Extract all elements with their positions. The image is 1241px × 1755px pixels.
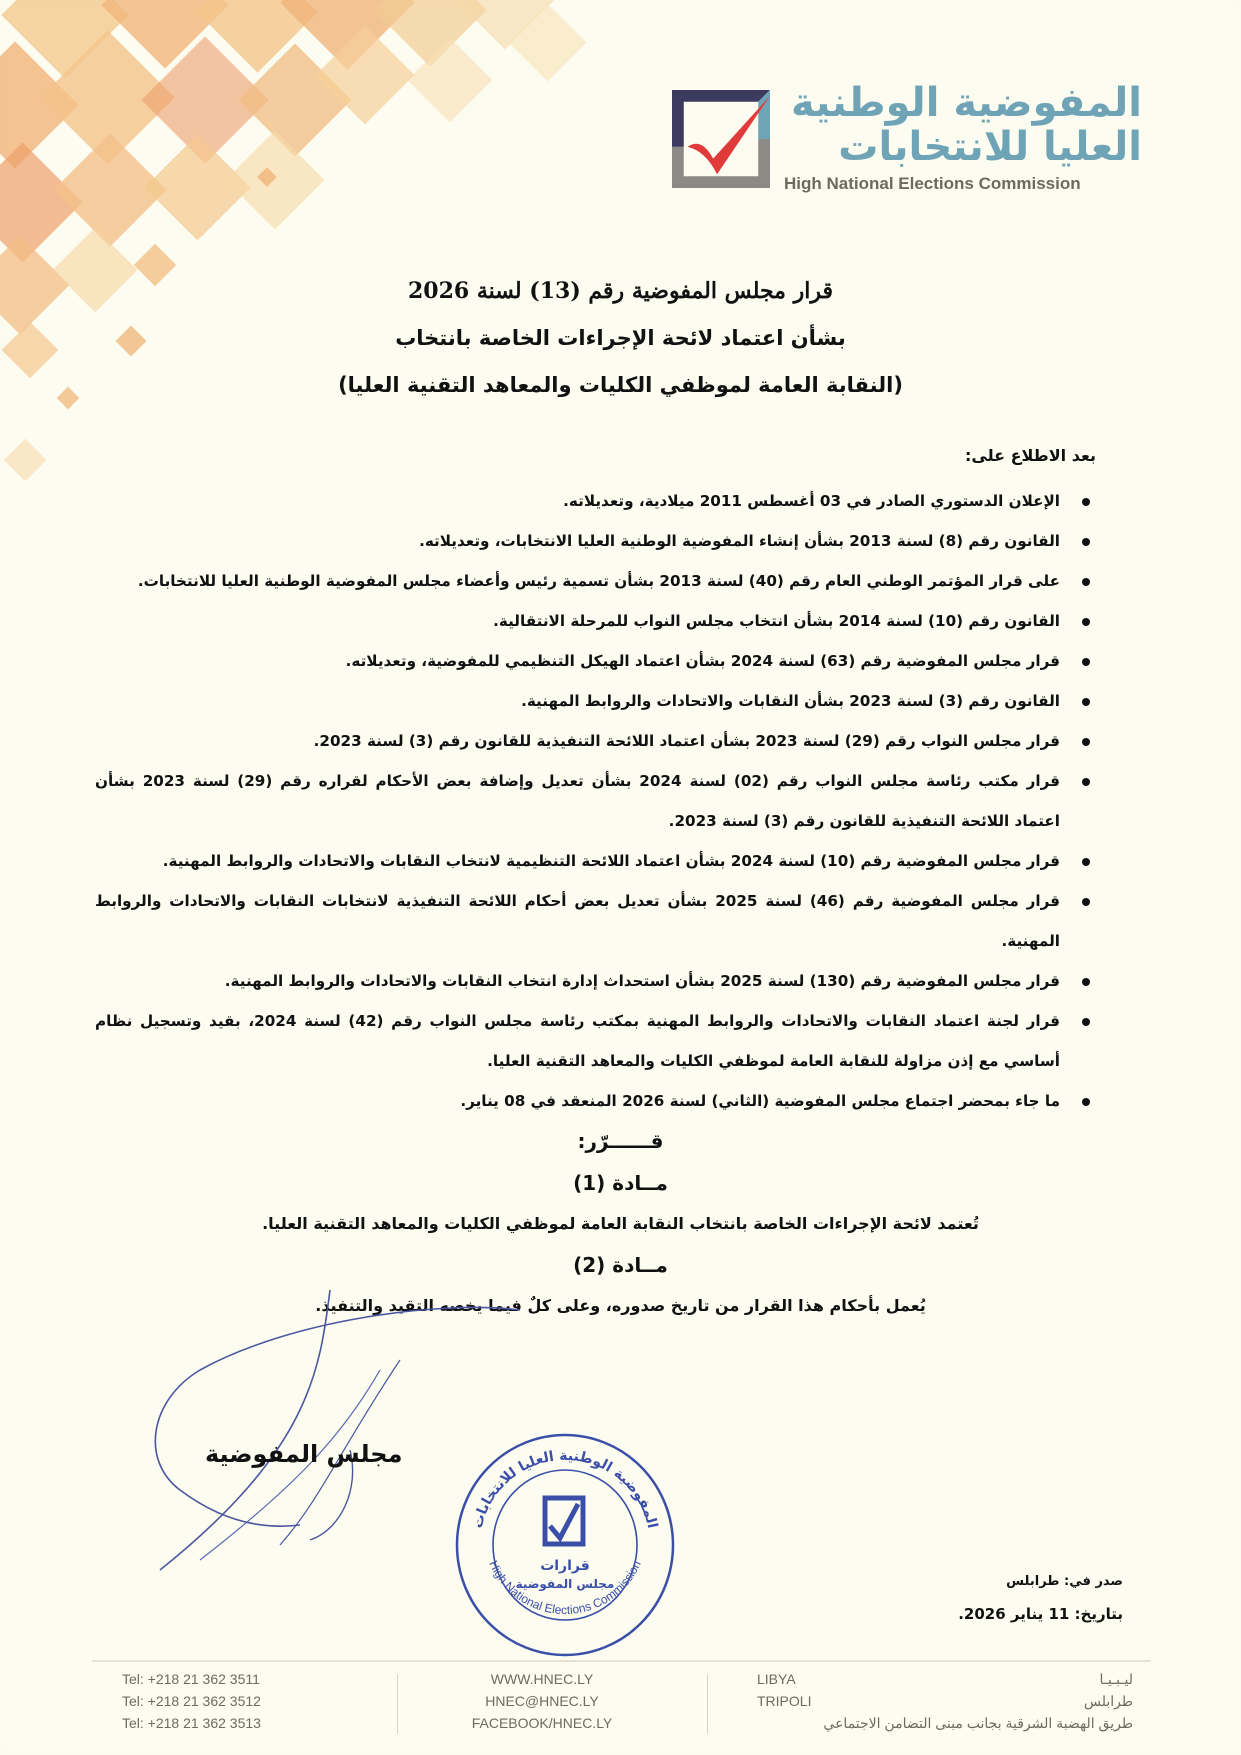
title-line-1: قرار مجلس المفوضية رقم (13) لسنة 2026 (407, 278, 834, 304)
facebook-link[interactable]: FACEBOOK/HNEC.LY (471, 1715, 613, 1731)
country-en: LIBYA (757, 1671, 796, 1687)
bullet-icon (1082, 1018, 1090, 1026)
bullet-icon (1082, 778, 1090, 786)
email-link[interactable]: HNEC@HNEC.LY (485, 1693, 599, 1709)
footer-divider (92, 1660, 1151, 1662)
bullet-icon (1082, 498, 1090, 506)
decided-heading: قــــــرّر: (577, 1129, 664, 1153)
phone-3: Tel: +218 21 362 3513 (122, 1715, 261, 1731)
bullet-icon (1082, 578, 1090, 586)
preamble-heading: بعد الاطلاع على: (964, 446, 1096, 465)
issued-date: بتاريخ: 11 يناير 2026. (958, 1605, 1123, 1623)
list-item: الإعلان الدستوري الصادر في 03 أغسطس 2011 ميلادية، وتعديلاته. (95, 481, 1096, 521)
issued-info (958, 1566, 1123, 1630)
list-item: قرار مجلس المفوضية رقم (130) لسنة 2025 بشأن استحداث إدارة انتخاب النقابات والاتحادات والروابط المهنية. (95, 961, 1096, 1001)
svg-text:المفوضية الوطنية العليا للانتخ: المفوضية الوطنية العليا للانتخابات (469, 1447, 661, 1530)
official-stamp (450, 1430, 680, 1660)
list-item: قرار مكتب رئاسة مجلس النواب رقم (02) لسنة 2024 بشأن تعديل وإضافة بعض الأحكام لقراره رقم (29) لسنة 2023 بشأن اعتماد اللائحة التنفيذية للقانون رقم (3) لسنة 2023. (95, 761, 1096, 841)
bullet-icon (1082, 738, 1090, 746)
list-item: القانون رقم (10) لسنة 2014 بشأن انتخاب مجلس النواب للمرحلة الانتقالية. (95, 601, 1096, 641)
list-item: قرار مجلس النواب رقم (29) لسنة 2023 بشأن اعتماد اللائحة التنفيذية للقانون رقم (3) لسنة 2023. (95, 721, 1096, 761)
svg-text:High National Elections Commis: High National Elections Commission (486, 1558, 644, 1618)
city-en: TRIPOLI (757, 1693, 812, 1709)
list-item: قرار مجلس المفوضية رقم (63) لسنة 2024 بشأن اعتماد الهيكل التنظيمي للمفوضية، وتعديلاته. (95, 641, 1096, 681)
logo-arabic-line2: العليا للانتخابات (838, 124, 1142, 170)
article-2-text: يُعمل بأحكام هذا القرار من تاريخ صدوره، وعلى كلٌ فيما يخصه التقيد والتنفيذ. (315, 1296, 926, 1315)
article-1-title: مــادة (1) (573, 1171, 668, 1195)
address-ar: طريق الهضبة الشرقية بجانب مبنى التضامن الاجتماعي (823, 1715, 1133, 1731)
hnec-logo (672, 80, 1142, 198)
article-1-text: تُعتمد لائحة الإجراءات الخاصة بانتخاب النقابة العامة لموظفي الكليات والمعاهد التقنية العليا. (262, 1214, 979, 1233)
logo-arabic-line1: المفوضية الوطنية (791, 80, 1142, 126)
country-ar: ليـبـيـا (1099, 1671, 1133, 1687)
bullet-icon (1082, 898, 1090, 906)
list-item: القانون رقم (8) لسنة 2013 بشأن إنشاء المفوضية الوطنية العليا الانتخابات، وتعديلاته. (95, 521, 1096, 561)
city-ar: طرابلس (1083, 1693, 1133, 1709)
website-link[interactable]: WWW.HNEC.LY (490, 1671, 594, 1687)
list-item: ما جاء بمحضر اجتماع مجلس المفوضية (الثاني) لسنة 2026 المنعقد في 08 يناير. (95, 1081, 1096, 1121)
bullet-icon (1082, 858, 1090, 866)
logo-english-name: High National Elections Commission (784, 174, 1081, 193)
bullet-icon (1082, 1098, 1090, 1106)
phone-1: Tel: +218 21 362 3511 (122, 1671, 260, 1687)
phone-2: Tel: +218 21 362 3512 (122, 1693, 261, 1709)
bullet-icon (1082, 538, 1090, 546)
title-line-2: بشأن اعتماد لائحة الإجراءات الخاصة بانتخاب (395, 326, 846, 350)
checkbox-check-icon (672, 90, 770, 188)
footer-separator (397, 1674, 398, 1734)
bullet-icon (1082, 698, 1090, 706)
footer-location-ar (823, 1668, 1133, 1734)
decision-title (0, 268, 1241, 409)
signature-label: مجلس المفوضية (205, 1440, 403, 1468)
svg-text:قرارات: قرارات (540, 1558, 590, 1574)
list-item: القانون رقم (3) لسنة 2023 بشأن النقابات والاتحادات والروابط المهنية. (95, 681, 1096, 721)
list-item: قرار مجلس المفوضية رقم (46) لسنة 2025 بشأن تعديل بعض أحكام اللائحة التنفيذية لانتخابات النقابات والاتحادات والروابط المهنية. (95, 881, 1096, 961)
footer-location-en (757, 1668, 811, 1712)
footer-web (442, 1668, 642, 1734)
list-item: على قرار المؤتمر الوطني العام رقم (40) لسنة 2013 بشأن تسمية رئيس وأعضاء مجلس المفوضية الوطنية العليا للانتخابات. (95, 561, 1096, 601)
footer-phones (122, 1668, 261, 1734)
footer (92, 1668, 1151, 1738)
footer-separator (707, 1674, 708, 1734)
bullet-icon (1082, 618, 1090, 626)
bullet-icon (1082, 658, 1090, 666)
svg-text:مجلس المفوضية: مجلس المفوضية (515, 1577, 615, 1591)
list-item: قرار مجلس المفوضية رقم (10) لسنة 2024 بشأن اعتماد اللائحة التنظيمية لانتخاب النقابات والاتحادات والروابط المهنية. (95, 841, 1096, 881)
bullet-icon (1082, 978, 1090, 986)
title-line-3: (النقابة العامة لموظفي الكليات والمعاهد التقنية العليا) (338, 373, 903, 397)
list-item: قرار لجنة اعتماد النقابات والاتحادات والروابط المهنية بمكتب رئاسة مجلس النواب رقم (42) لسنة 2024، بقيد وتسجيل نظام أساسي مع إذن مزاولة للنقابة العامة لموظفي الكليات والمعاهد التقنية العليا. (95, 1001, 1096, 1081)
issued-place: صدر في: طرابلس (1006, 1574, 1123, 1589)
preamble-list (95, 481, 1096, 1121)
article-2-title: مــادة (2) (573, 1253, 668, 1277)
